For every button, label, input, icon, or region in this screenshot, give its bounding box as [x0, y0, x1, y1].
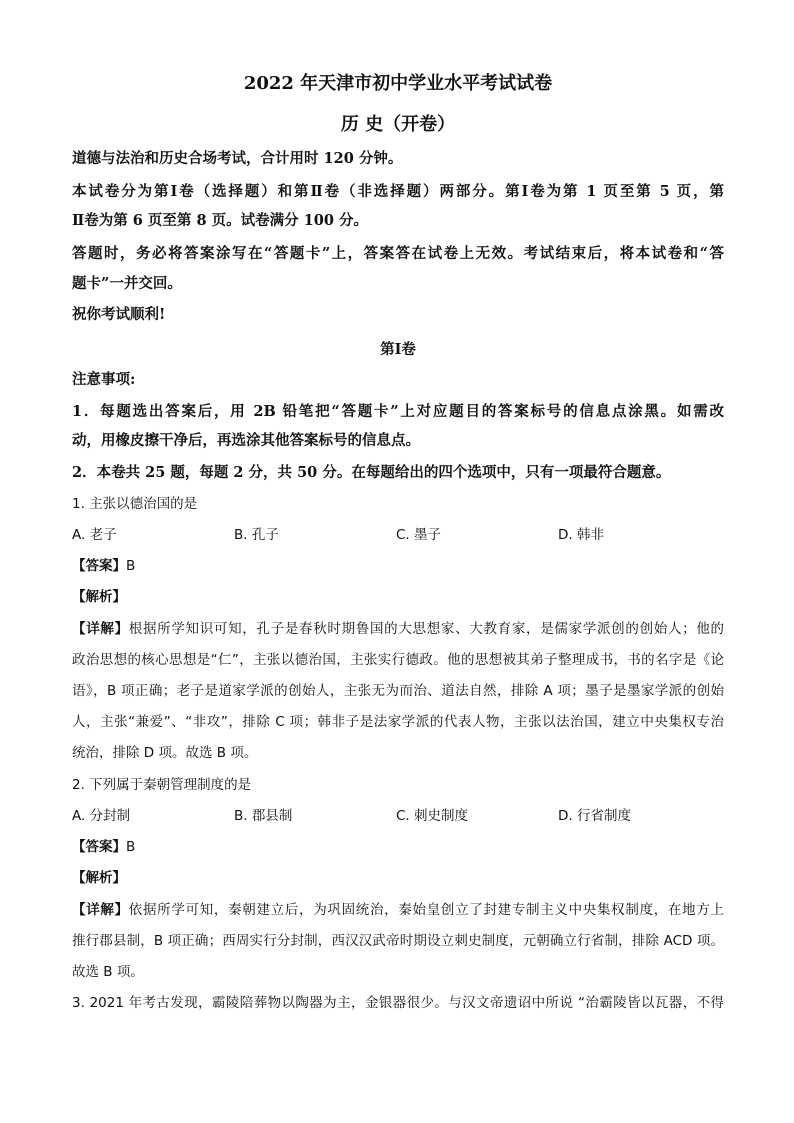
- intro-line-3b: 题卡”一并交回。: [72, 275, 182, 292]
- question-1-detail-line-3: 语》，B 项正确；老子是道家学派的创始人，主张无为而治、道法自然，排除 A 项；墨子是墨家学派的创始: [72, 683, 724, 699]
- detail-text: 根据所学知识可知，孔子是春秋时期鲁国的大思想家、大教育家，是儒家学派创的创始人；他的: [128, 621, 724, 637]
- notice-1a: 1．每题选出答案后，用 2B 铅笔把“答题卡”上对应题目的答案标号的信息点涂黑。如需改: [72, 403, 724, 420]
- question-2-option-d: D. 行省制度: [558, 808, 631, 824]
- answer-label: 【答案】: [72, 558, 126, 574]
- question-1-option-b: B. 孔子: [234, 527, 279, 543]
- intro-line-1: 道德与法治和历史合场考试，合计用时 120 分钟。: [72, 150, 403, 167]
- answer-value: B: [126, 558, 136, 574]
- answer-value: B: [126, 839, 136, 855]
- question-1-option-d: D. 韩非: [558, 527, 604, 543]
- intro-line-2b: Ⅱ卷为第 6 页至第 8 页。试卷满分 100 分。: [72, 212, 368, 229]
- intro-line-4: 祝你考试顺利!: [72, 306, 166, 323]
- question-2-option-b: B. 郡县制: [234, 808, 293, 824]
- question-2-detail-line-3: 故选 B 项。: [72, 964, 144, 980]
- question-1-detail-line-5: 统治，排除 D 项。故选 B 项。: [72, 745, 258, 761]
- detail-text: 依据所学可知，秦朝建立后，为巩固统治，秦始皇创立了封建专制主义中央集权制度，在地方上: [128, 902, 724, 918]
- question-1-option-a: A. 老子: [72, 527, 117, 543]
- question-1-answer: [72, 556, 724, 576]
- question-2-option-a: A. 分封制: [72, 808, 131, 824]
- question-1-analysis-label: 【解析】: [72, 589, 126, 605]
- question-2-stem: 2. 下列属于秦朝管理制度的是: [72, 777, 252, 793]
- question-2-answer: [72, 837, 724, 857]
- intro-line-3a: 答题时，务必将答案涂写在“答题卡”上，答案答在试卷上无效。考试结束后，将本试卷和“答: [72, 245, 724, 262]
- question-2-option-c: C. 刺史制度: [396, 808, 469, 824]
- question-2-detail-line-2: 推行郡县制，B 项正确；西周实行分封制，西汉汉武帝时期设立刺史制度，元朝确立行省制，排除 ACD 项。: [72, 933, 724, 949]
- notice-1b: 动，用橡皮擦干净后，再选涂其他答案标号的信息点。: [72, 432, 420, 449]
- intro-line-2a: 本试卷分为第Ⅰ卷（选择题）和第Ⅱ卷（非选择题）两部分。第Ⅰ卷为第 1 页至第 5 页，第: [72, 183, 724, 200]
- question-2-detail-line-1: [72, 900, 724, 920]
- question-2-analysis-label: 【解析】: [72, 870, 126, 886]
- question-1-detail-line-1: [72, 619, 724, 639]
- page-subtitle: 历 史（开卷）: [340, 114, 456, 135]
- notice-title: 注意事项:: [72, 371, 136, 388]
- question-1-option-c: C. 墨子: [396, 527, 442, 543]
- notice-2: 2．本卷共 25 题，每题 2 分，共 50 分。在每题给出的四个选项中，只有一项最符合题意。: [72, 464, 671, 481]
- detail-label: 【详解】: [72, 621, 129, 637]
- question-3-stem: 3. 2021 年考古发现，霸陵陪葬物以陶器为主，金银器很少。与汉文帝遗诏中所说 “治霸陵皆以瓦器，不得: [72, 995, 724, 1011]
- page-title: 2022 年天津市初中学业水平考试试卷: [243, 73, 553, 94]
- question-1-detail-line-2: 政治思想的核心思想是“仁”，主张以德治国，主张实行德政。他的思想被其弟子整理成书，书的名字是《论: [72, 652, 724, 668]
- detail-label: 【详解】: [72, 902, 129, 918]
- answer-label: 【答案】: [72, 839, 126, 855]
- question-1-stem: 1. 主张以德治国的是: [72, 496, 198, 512]
- question-1-detail-line-4: 人，主张“兼爱”、“非攻”，排除 C 项；韩非子是法家学派的代表人物，主张以法治国，建立中央集权专治: [72, 714, 724, 730]
- section-heading: 第Ⅰ卷: [380, 341, 416, 358]
